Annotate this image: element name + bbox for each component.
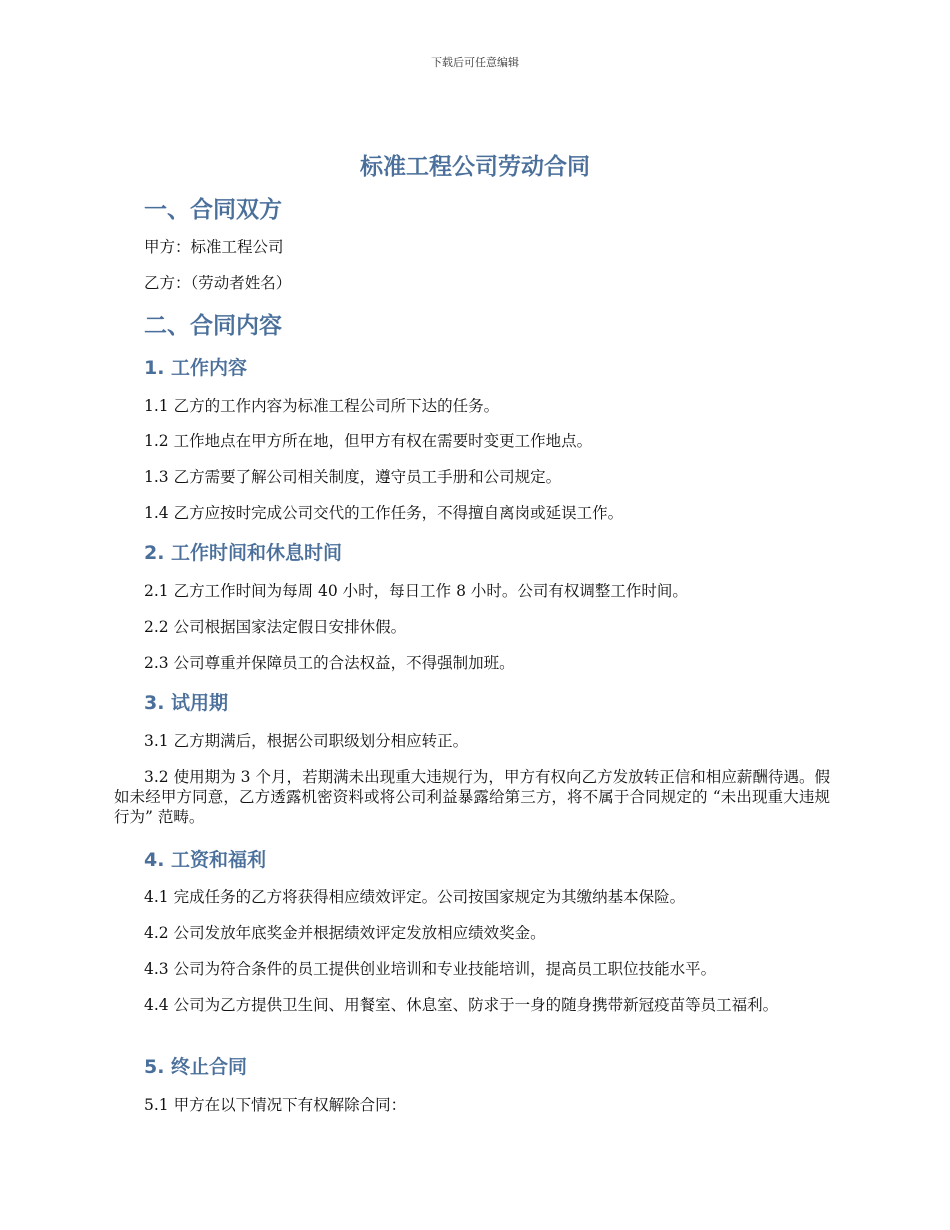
clause-2-3: 2.3 公司尊重并保障员工的合法权益，不得强制加班。 [144, 654, 515, 672]
clause-4-4: 4.4 公司为乙方提供卫生间、用餐室、休息室、防求于一身的随身携带新冠疫苗等员工福利。 [144, 996, 779, 1014]
clause-1-1: 1.1 乙方的工作内容为标准工程公司所下达的任务。 [144, 397, 500, 415]
clause-1-3: 1.3 乙方需要了解公司相关制度，遵守员工手册和公司规定。 [144, 468, 562, 486]
clause-4-2: 4.2 公司发放年底奖金并根据绩效评定发放相应绩效奖金。 [144, 924, 546, 942]
clause-4-3: 4.3 公司为符合条件的员工提供创业培训和专业技能培训，提高员工职位技能水平。 [144, 960, 717, 978]
clause-3-2: 3.2 使用期为 3 个月，若期满未出现重大违规行为，甲方有权向乙方发放转正信和相应薪酬待遇。假如未经甲方同意，乙方透露机密资料或将公司利益暴露给第三方，将不属于合同规定的 “未出现重大违规行为” 范畴。 [114, 768, 830, 826]
clause-5-1: 5.1 甲方在以下情况下有权解除合同： [144, 1096, 407, 1114]
clause-3-1: 3.1 乙方期满后，根据公司职级划分相应转正。 [144, 732, 469, 750]
page-header-note: 下载后可任意编辑 [431, 56, 519, 69]
subheading-salary-benefits: 4. 工资和福利 [144, 849, 267, 871]
subheading-work-hours: 2. 工作时间和休息时间 [144, 542, 343, 564]
clause-4-1: 4.1 完成任务的乙方将获得相应绩效评定。公司按国家规定为其缴纳基本保险。 [144, 888, 686, 906]
clause-2-1: 2.1 乙方工作时间为每周 40 小时，每日工作 8 小时。公司有权调整工作时间。 [144, 582, 688, 600]
document-title: 标准工程公司劳动合同 [360, 154, 590, 180]
clause-1-2: 1.2 工作地点在甲方所在地，但甲方有权在需要时变更工作地点。 [144, 432, 593, 450]
clause-1-4: 1.4 乙方应按时完成公司交代的工作任务，不得擅自离岗或延误工作。 [144, 504, 624, 522]
section-heading-content: 二、合同内容 [144, 313, 282, 339]
party-b-line: 乙方：（劳动者姓名） [144, 274, 292, 292]
clause-2-2: 2.2 公司根据国家法定假日安排休假。 [144, 618, 407, 636]
subheading-probation: 3. 试用期 [144, 692, 229, 714]
party-a-line: 甲方：标准工程公司 [144, 238, 284, 256]
section-heading-parties: 一、合同双方 [144, 197, 282, 223]
subheading-termination: 5. 终止合同 [144, 1056, 248, 1078]
subheading-work-content: 1. 工作内容 [144, 357, 248, 379]
